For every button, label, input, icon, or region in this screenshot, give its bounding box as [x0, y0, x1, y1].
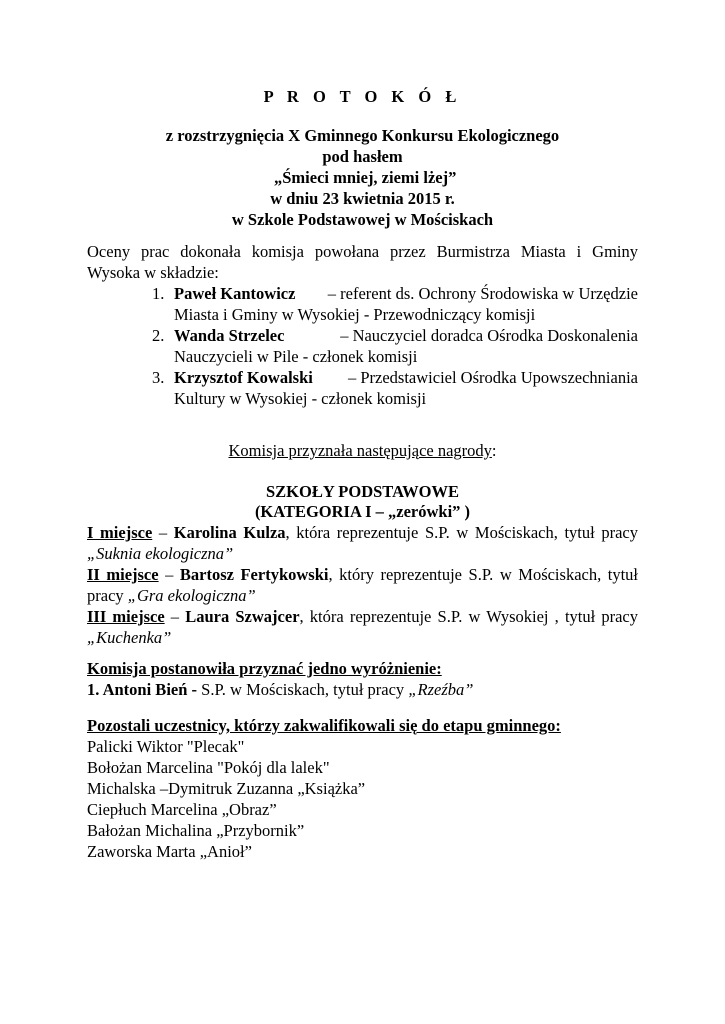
committee-member-role: – referent ds. Ochrony Środowiska w Urzędzie	[327, 284, 638, 303]
place-label: I miejsce	[87, 523, 153, 542]
participant-item: Palicki Wiktor "Plecak"	[87, 737, 245, 756]
participants-heading: Pozostali uczestnicy, którzy zakwalifikowali się do etapu gminnego:	[87, 716, 561, 735]
place-work-line	[87, 544, 233, 563]
subtitle-line-2: pod hasłem	[322, 147, 403, 166]
distinction-work-title: „Rzeźba”	[408, 680, 474, 699]
awards-intro-text: Komisja przyznała następujące nagrody	[228, 441, 492, 460]
document-title: P R O T O K Ó Ł	[263, 87, 462, 106]
place-line	[87, 607, 638, 626]
place-dash: –	[152, 523, 174, 542]
place-winner-name: Bartosz Fertykowski	[179, 565, 329, 584]
place-description: , która reprezentuje S.P. w Wysokiej , tytuł pracy	[299, 607, 638, 626]
place-line	[87, 523, 638, 542]
place-dash: –	[164, 607, 186, 626]
place-label: II miejsce	[87, 565, 159, 584]
place-work-line	[87, 586, 256, 605]
committee-member-role: – Przedstawiciel Ośrodka Upowszechniania	[347, 368, 638, 387]
participant-item: Bołożan Marcelina "Pokój dla lalek"	[87, 758, 330, 777]
committee-member-role: – Nauczyciel doradca Ośrodka Doskonalenia	[340, 326, 638, 345]
distinction-name: 1. Antoni Bień -	[87, 680, 198, 699]
awards-intro	[0, 441, 725, 460]
participant-item: Michalska –Dymitruk Zuzanna „Książka”	[87, 779, 366, 798]
place-work-title: „Suknia ekologiczna”	[87, 544, 234, 563]
committee-member-name: Krzysztof Kowalski	[174, 368, 313, 387]
committee-member-role-cont: Miasta i Gminy w Wysokiej - Przewodniczący komisji	[174, 305, 536, 324]
subtitle-line-1: z rozstrzygnięcia X Gminnego Konkursu Ekologicznego	[165, 126, 560, 145]
participant-item: Ciepłuch Marcelina „Obraz”	[87, 800, 277, 819]
committee-member-role-cont: Kultury w Wysokiej - członek komisji	[174, 389, 427, 408]
place-winner-name: Laura Szwajcer	[185, 607, 300, 626]
place-work-line	[87, 628, 171, 647]
category-title: SZKOŁY PODSTAWOWE	[266, 482, 459, 501]
distinction-line	[87, 680, 473, 699]
participant-item: Bałożan Michalina „Przybornik”	[87, 821, 305, 840]
committee-member-role-cont: Nauczycieli w Pile - członek komisji	[174, 347, 418, 366]
committee-member-line	[174, 284, 638, 303]
subtitle-line-5: w Szkole Podstawowej w Mościskach	[231, 210, 494, 229]
place-work-prefix: pracy	[87, 586, 128, 605]
place-dash: –	[158, 565, 180, 584]
committee-member-name: Wanda Strzelec	[174, 326, 285, 345]
intro-line-2: Wysoka w składzie:	[87, 263, 219, 282]
committee-number: 3.	[152, 368, 165, 387]
place-description: , która reprezentuje S.P. w Mościskach, tytuł pracy	[285, 523, 638, 542]
place-label: III miejsce	[87, 607, 165, 626]
participant-item: Zaworska Marta „Anioł”	[87, 842, 252, 861]
intro-line-1: Oceny prac dokonała komisja powołana przez Burmistrza Miasta i Gminy	[87, 242, 638, 261]
subtitle-line-4: w dniu 23 kwietnia 2015 r.	[270, 189, 455, 208]
place-description: , który reprezentuje S.P. w Mościskach, tytuł	[328, 565, 638, 584]
distinction-heading: Komisja postanowiła przyznać jedno wyróżnienie:	[87, 659, 442, 678]
place-line	[87, 565, 638, 584]
committee-member-name: Paweł Kantowicz	[174, 284, 296, 303]
subtitle-line-3: „Śmieci mniej, ziemi lżej”	[274, 168, 457, 187]
committee-number: 2.	[152, 326, 165, 345]
committee-number: 1.	[152, 284, 165, 303]
category-subtitle: (KATEGORIA I – „zerówki” )	[254, 502, 471, 521]
place-winner-name: Karolina Kulza	[173, 523, 286, 542]
distinction-text: S.P. w Mościskach, tytuł pracy	[197, 680, 409, 699]
place-work-title: „Kuchenka”	[87, 628, 172, 647]
place-work-title: „Gra ekologiczna”	[127, 586, 256, 605]
committee-member-line	[174, 326, 638, 345]
committee-member-line	[174, 368, 638, 387]
awards-intro-colon: :	[491, 441, 497, 460]
